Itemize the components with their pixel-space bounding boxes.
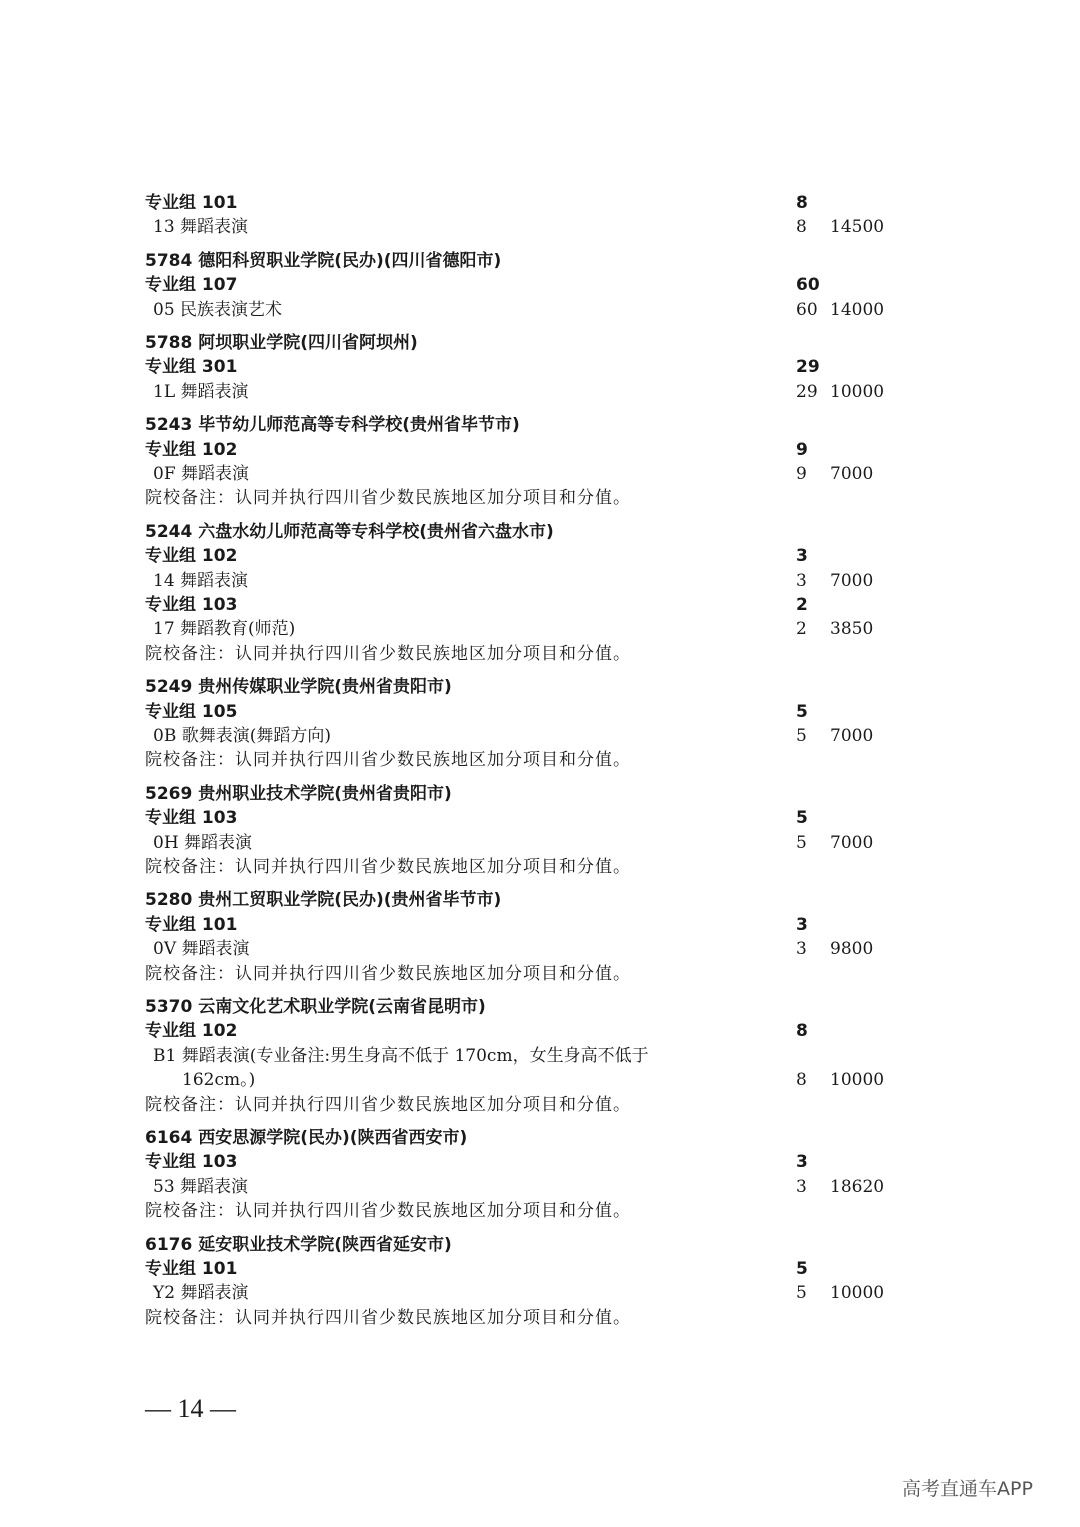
major-group-label: 专业组 102	[145, 1021, 238, 1041]
major-row	[0, 462, 1080, 486]
major-plan-count: 8	[796, 217, 807, 237]
school-header	[0, 520, 1080, 544]
watermark-text: 高考直通车APP	[902, 1478, 1033, 1500]
major-code-and-name: 0B 歌舞表演(舞蹈方向)	[153, 726, 331, 746]
school-note	[0, 1306, 1080, 1330]
school-note	[0, 1093, 1080, 1117]
major-tuition-fee: 9800	[830, 939, 874, 959]
major-group-label: 专业组 105	[145, 702, 238, 722]
major-row	[0, 380, 1080, 404]
major-group-row	[0, 438, 1080, 462]
group-plan-count: 3	[796, 1152, 808, 1172]
major-group-row	[0, 355, 1080, 379]
school-note	[0, 748, 1080, 772]
major-code-and-name: 0V 舞蹈表演	[153, 939, 250, 959]
major-tuition-fee: 10000	[830, 382, 885, 402]
major-plan-count: 5	[796, 1283, 807, 1303]
major-plan-count: 5	[796, 833, 807, 853]
major-group-row	[0, 700, 1080, 724]
major-code-and-name: B1 舞蹈表演(专业备注:男生身高不低于 170cm，女生身高不低于	[153, 1046, 649, 1066]
major-group-label: 专业组 101	[145, 915, 238, 935]
major-row	[0, 724, 1080, 748]
school-note-text: 院校备注：认同并执行四川省少数民族地区加分项目和分值。	[145, 1201, 631, 1221]
group-plan-count: 8	[796, 1021, 808, 1041]
major-group-row	[0, 806, 1080, 830]
major-group-row	[0, 191, 1080, 215]
major-tuition-fee: 7000	[830, 571, 874, 591]
major-group-row	[0, 913, 1080, 937]
major-row	[0, 569, 1080, 593]
major-group-label: 专业组 102	[145, 546, 238, 566]
school-title: 5244 六盘水幼儿师范高等专科学校(贵州省六盘水市)	[145, 522, 554, 542]
major-group-label: 专业组 301	[145, 357, 238, 377]
major-code-and-name: 17 舞蹈教育(师范)	[153, 619, 296, 639]
major-code-and-name: Y2 舞蹈表演	[153, 1283, 249, 1303]
school-title: 5370 云南文化艺术职业学院(云南省昆明市)	[145, 997, 486, 1017]
major-tuition-fee: 3850	[830, 619, 874, 639]
school-title: 6164 西安思源学院(民办)(陕西省西安市)	[145, 1128, 468, 1148]
school-note-text: 院校备注：认同并执行四川省少数民族地区加分项目和分值。	[145, 644, 631, 664]
major-code-and-name: 1L 舞蹈表演	[153, 382, 249, 402]
school-note-text: 院校备注：认同并执行四川省少数民族地区加分项目和分值。	[145, 857, 631, 877]
major-plan-count: 3	[796, 571, 807, 591]
major-plan-count: 2	[796, 619, 807, 639]
major-plan-count: 29	[796, 382, 818, 402]
school-title: 5249 贵州传媒职业学院(贵州省贵阳市)	[145, 677, 452, 697]
major-group-row	[0, 273, 1080, 297]
major-tuition-fee: 14000	[830, 300, 885, 320]
major-row	[0, 1175, 1080, 1199]
school-header	[0, 1233, 1080, 1257]
major-name-continued: 162cm。)	[182, 1070, 256, 1090]
school-note	[0, 642, 1080, 666]
major-tuition-fee: 7000	[830, 726, 874, 746]
major-row	[0, 298, 1080, 322]
school-note-text: 院校备注：认同并执行四川省少数民族地区加分项目和分值。	[145, 1095, 631, 1115]
major-plan-count: 9	[796, 464, 807, 484]
group-plan-count: 5	[796, 808, 808, 828]
major-group-row	[0, 1257, 1080, 1281]
school-note-text: 院校备注：认同并执行四川省少数民族地区加分项目和分值。	[145, 488, 631, 508]
major-tuition-fee: 18620	[830, 1177, 885, 1197]
school-note-text: 院校备注：认同并执行四川省少数民族地区加分项目和分值。	[145, 964, 631, 984]
school-title: 5280 贵州工贸职业学院(民办)(贵州省毕节市)	[145, 890, 502, 910]
major-group-label: 专业组 103	[145, 808, 238, 828]
school-title: 5269 贵州职业技术学院(贵州省贵阳市)	[145, 784, 452, 804]
major-row	[0, 617, 1080, 641]
major-plan-count: 5	[796, 726, 807, 746]
major-code-and-name: 13 舞蹈表演	[153, 217, 249, 237]
school-header	[0, 888, 1080, 912]
major-group-label: 专业组 101	[145, 1259, 238, 1279]
school-title: 5788 阿坝职业学院(四川省阿坝州)	[145, 333, 418, 353]
school-title: 6176 延安职业技术学院(陕西省延安市)	[145, 1235, 452, 1255]
major-group-label: 专业组 103	[145, 595, 238, 615]
school-note-text: 院校备注：认同并执行四川省少数民族地区加分项目和分值。	[145, 1308, 631, 1328]
school-header	[0, 1126, 1080, 1150]
major-plan-count: 8	[796, 1070, 807, 1090]
school-title: 5243 毕节幼儿师范高等专科学校(贵州省毕节市)	[145, 415, 520, 435]
school-header	[0, 413, 1080, 437]
school-header	[0, 995, 1080, 1019]
major-code-and-name: 05 民族表演艺术	[153, 300, 283, 320]
major-plan-count: 60	[796, 300, 818, 320]
school-header	[0, 331, 1080, 355]
school-note	[0, 486, 1080, 510]
major-group-row	[0, 1150, 1080, 1174]
school-note-text: 院校备注：认同并执行四川省少数民族地区加分项目和分值。	[145, 750, 631, 770]
school-note	[0, 855, 1080, 879]
major-code-and-name: 14 舞蹈表演	[153, 571, 249, 591]
group-plan-count: 5	[796, 702, 808, 722]
major-row	[0, 1281, 1080, 1305]
group-plan-count: 3	[796, 546, 808, 566]
group-plan-count: 5	[796, 1259, 808, 1279]
major-code-and-name: 0H 舞蹈表演	[153, 833, 253, 853]
major-plan-count: 3	[796, 939, 807, 959]
school-header	[0, 675, 1080, 699]
major-tuition-fee: 7000	[830, 464, 874, 484]
major-tuition-fee: 10000	[830, 1283, 885, 1303]
major-row	[0, 831, 1080, 855]
major-group-label: 专业组 107	[145, 275, 238, 295]
group-plan-count: 3	[796, 915, 808, 935]
major-tuition-fee: 7000	[830, 833, 874, 853]
major-group-row	[0, 593, 1080, 617]
major-plan-count: 3	[796, 1177, 807, 1197]
school-note	[0, 962, 1080, 986]
major-group-label: 专业组 101	[145, 193, 238, 213]
major-row	[0, 1044, 1080, 1068]
major-row	[0, 937, 1080, 961]
group-plan-count: 29	[796, 357, 820, 377]
group-plan-count: 8	[796, 193, 808, 213]
page-number: — 14 —	[145, 1394, 236, 1423]
school-note	[0, 1199, 1080, 1223]
group-plan-count: 2	[796, 595, 808, 615]
group-plan-count: 60	[796, 275, 820, 295]
major-code-and-name: 53 舞蹈表演	[153, 1177, 249, 1197]
major-row	[0, 215, 1080, 239]
major-row-continued	[0, 1068, 1080, 1092]
major-code-and-name: 0F 舞蹈表演	[153, 464, 250, 484]
school-header	[0, 249, 1080, 273]
school-header	[0, 782, 1080, 806]
major-group-row	[0, 1019, 1080, 1043]
school-title: 5784 德阳科贸职业学院(民办)(四川省德阳市)	[145, 251, 502, 271]
major-group-row	[0, 544, 1080, 568]
major-group-label: 专业组 103	[145, 1152, 238, 1172]
group-plan-count: 9	[796, 440, 808, 460]
major-tuition-fee: 10000	[830, 1070, 885, 1090]
major-group-label: 专业组 102	[145, 440, 238, 460]
major-tuition-fee: 14500	[830, 217, 885, 237]
